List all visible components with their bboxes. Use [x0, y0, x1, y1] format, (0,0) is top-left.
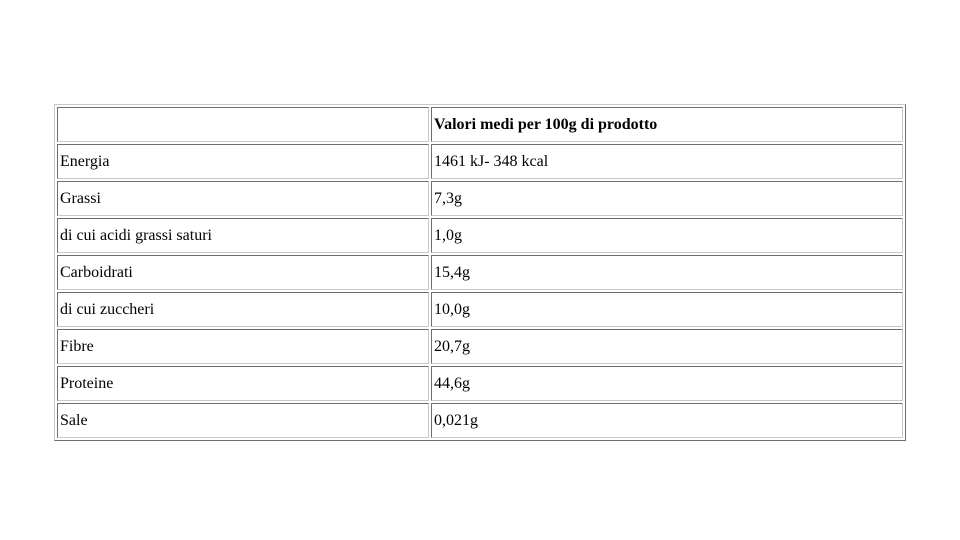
- nutrient-name-zuccheri: di cui zuccheri: [57, 292, 429, 327]
- nutrient-value-zuccheri: 10,0g: [431, 292, 903, 327]
- table-row: [57, 403, 903, 438]
- table-row: [57, 181, 903, 216]
- table-row: [57, 255, 903, 290]
- table-row: [57, 329, 903, 364]
- nutrient-value-fibre: 20,7g: [431, 329, 903, 364]
- nutrient-name-grassi: Grassi: [57, 181, 429, 216]
- table-row: [57, 292, 903, 327]
- header-empty-cell: [57, 107, 429, 142]
- nutrient-name-fibre: Fibre: [57, 329, 429, 364]
- header-values-per-100g: Valori medi per 100g di prodotto: [431, 107, 903, 142]
- nutrient-value-proteine: 44,6g: [431, 366, 903, 401]
- nutrient-name-energia: Energia: [57, 144, 429, 179]
- nutrient-name-acidi-grassi-saturi: di cui acidi grassi saturi: [57, 218, 429, 253]
- nutrient-name-proteine: Proteine: [57, 366, 429, 401]
- nutrient-name-sale: Sale: [57, 403, 429, 438]
- nutrient-name-carboidrati: Carboidrati: [57, 255, 429, 290]
- nutrient-value-carboidrati: 15,4g: [431, 255, 903, 290]
- nutrient-value-acidi-grassi-saturi: 1,0g: [431, 218, 903, 253]
- nutrient-value-grassi: 7,3g: [431, 181, 903, 216]
- table-row: [57, 366, 903, 401]
- nutrient-value-sale: 0,021g: [431, 403, 903, 438]
- nutrition-facts-table: [54, 104, 906, 441]
- table-row: [57, 144, 903, 179]
- table-row: [57, 218, 903, 253]
- nutrient-value-energia: 1461 kJ- 348 kcal: [431, 144, 903, 179]
- table-header-row: [57, 107, 903, 142]
